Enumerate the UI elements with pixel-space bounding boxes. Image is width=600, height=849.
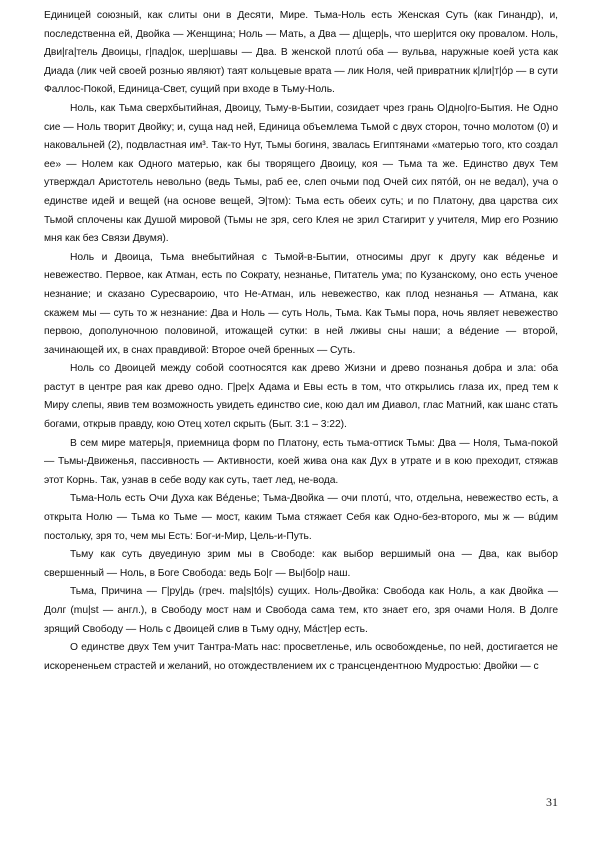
- paragraph-3: Ноль и Двоица, Тьма внебытийная с Тьмой-в-Бытии, относимы друг к другу как вéденье и невежество. Первое, как Атман, есть по Сократу, незнанье, Питатель ума; по Кузанскому, оно есть ученое незнание; и сказано Суресвароию, что Не-Атман, иль невежество, как плод незнанья — Атмана, как скажем мы — суть то ж незнание: Два и Ноль — суть Ноль, Тьма. Как Тьмы пора, ночь являет невежество первою, дополуночною половиной, итожащей сутки: в ней лживы сны наши; а вéдение — второй, зачинающей их, в снах правдивой: Второе очей бренных — Суть.: [44, 251, 558, 356]
- paragraph-1: Единицей союзный, как слиты они в Десяти, Мире. Тьма-Ноль есть Женская Суть (как Гинандр), и, последственна ей, Двойка — Женщина; Ноль — Мать, а Два — д|щер|ь, что шер|ится оку провалом. Ноль, Дви|га|тель Двоицы, г|пад|ок, шер|шавы — Два. В женской плотú оба — вульва, наружные коей уста как Диада (лик чей своей рознью являют) таят кольцевые врата — лик Ноля, чей привратник к|ли|т|óр — в сути Фаллос-Покой, Единица-Свет, сущий при входе в Тьму-Ноль.: [44, 10, 558, 96]
- page-number: 31: [546, 795, 558, 809]
- paragraph-2: Ноль, как Тьма сверхбытийная, Двоицу, Тьму-в-Бытии, созидает чрез грань О|дно|го-Бытия. Не Одно сие — Ноль творит Двойку; и, суща над ней, Единица объемлема Тьмой с двух сторон, точно молотом (0) и наковальней (2), подвластная им³. Так-то Нут, Тьмы богиня, звалась Египтянами «матерью того, кто создал ее» — Нолем как Одного матерью, как бы творящего Двоицу, коя — Тьма та же. Единство двух Тем утверждал Аристотель невольно (ведь Тьмы, раб ее, слеп очьми под Очей сих пятóй, он не ведал), уча о единстве идей и вещей (на основе вещей, Э|том): Тьма есть обеих суть; и по Платону, два царства сих Тьмой сплочены как Душой мировой (Тьмы не зря, сего Клея не зрил Стагирит у учителя, Мир его Рознию мня как без Связи Двумя).: [44, 102, 558, 245]
- paragraph-8: Тьма, Причина — Г|ру|дь (греч. ma|s|tó|s) сущих. Ноль-Двойка: Свобода как Ноль, а как Двойка — Долг (mu|st — англ.), в Свободу мост нам и Свобода сама тем, кто знает его, зря очами Ноля. В Долге зрящий Свободу — Ноль с Двоицей слив в Тьму одну, Мáст|ер есть.: [44, 586, 558, 635]
- paragraph-6: Тьма-Ноль есть Очи Духа как Вéденье; Тьма-Двойка — очи плотú, что, отдельна, невежество есть, а открыта Нолю — Тьма ко Тьме — мост, каким Тьма стяжает Себя как Одно-без-второго, мы ж — вúдим постольку, зря то, чем мы Есть: Бог-и-Мир, Цель-и-Путь.: [44, 493, 558, 542]
- paragraph-5: В сем мире матерь|я, приемница форм по Платону, есть тьма-оттиск Тьмы: Два — Ноля, Тьма-покой — Тьмы-Движенья, пассивность — Активности, коей жива она как Дух в утрате и в кою преходит, стяжав этот Корнь. Так, узнав в себе воду как суть, тает лед, не-вода.: [44, 437, 558, 486]
- paragraph-4: Ноль со Двоицей между собой соотносятся как древо Жизни и древо познанья добра и зла: оба растут в центре рая как древо одно. Г|ре|х Адама и Евы есть в том, что открылись глаза их, пред тем к Миру слепы, явив тем возможность увидеть единство сие, кою дал им Диавол, глас Матний, как шанс стать богами, открыв правду, кою Отец хотел скрыть (Быт. 3:1 – 3:22).: [44, 363, 558, 431]
- paragraph-7: Тьму как суть двуединую зрим мы в Свободе: как выбор вершимый она — Два, как выбор свершенный — Ноль, в Боге Свобода: ведь Бо|г — Вы|бо|р наш.: [44, 549, 558, 579]
- paragraph-9: О единстве двух Тем учит Тантра-Мать нас: просветленье, иль освобожденье, по ней, достигается не искорененьем страстей и желаний, но отождествлением их с трансцендентною Мудростью: Двойки — с: [44, 642, 558, 672]
